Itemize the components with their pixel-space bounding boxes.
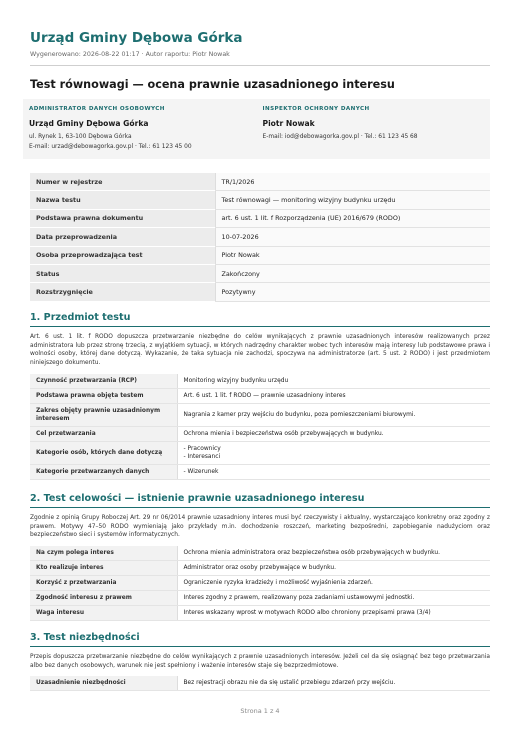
row-key: Uzasadnienie niezbędności xyxy=(30,676,177,691)
page-header xyxy=(30,30,490,58)
administrator-block xyxy=(23,99,257,159)
administrator-address: ul. Rynek 1, 63-100 Dębowa Górka xyxy=(29,134,132,140)
meta-key: Osoba przeprowadzająca test xyxy=(30,246,215,264)
meta-value: art. 6 ust. 1 lit. f Rozporządzenia (UE) 2016/679 (RODO) xyxy=(215,209,490,227)
table-row xyxy=(30,426,490,441)
row-value: Administrator oraz osoby przebywające w budynku. xyxy=(177,561,490,576)
section-subject xyxy=(30,312,490,480)
meta-key: Status xyxy=(30,264,215,282)
table-row xyxy=(30,374,490,389)
row-key: Na czym polega interes xyxy=(30,546,177,561)
subject-table xyxy=(30,374,490,480)
row-key: Cel przetwarzania xyxy=(30,426,177,441)
generated-info: Wygenerowano: 2026-08-22 01:17 · Autor raportu: Piotr Nowak xyxy=(30,51,230,58)
list-item: - Pracownicy xyxy=(183,445,221,452)
page-number: Strona 1 z 4 xyxy=(240,707,280,715)
row-key: Zakres objęty prawnie uzasadnionym interesem xyxy=(30,403,177,426)
necessity-table xyxy=(30,676,490,691)
table-row xyxy=(30,464,490,479)
table-row xyxy=(30,191,490,209)
meta-value: TR/1/2026 xyxy=(215,173,490,191)
table-row xyxy=(30,388,490,403)
metadata-table xyxy=(30,172,490,302)
row-key: Podstawa prawna objęta testem xyxy=(30,388,177,403)
table-row xyxy=(30,576,490,591)
row-value: Nagrania z kamer przy wejściu do budynku, poza pomieszczeniami biurowymi. xyxy=(177,403,490,426)
section-purpose-test xyxy=(30,493,490,621)
row-value: Ochrona mienia administratora oraz bezpieczeństwa osób przebywających w budynku. xyxy=(177,546,490,561)
section-title: 1. Przedmiot testu xyxy=(30,312,490,327)
meta-value: Test równowagi — monitoring wizyjny budynku urzędu xyxy=(215,191,490,209)
row-key: Kto realizuje interes xyxy=(30,561,177,576)
row-key: Kategorie osób, których dane dotyczą xyxy=(30,441,177,464)
meta-key: Nazwa testu xyxy=(30,191,215,209)
row-value: Ochrona mienia i bezpieczeństwa osób przebywających w budynku. xyxy=(177,426,490,441)
row-value: Bez rejestracji obrazu nie da się ustalić przebiegu zdarzeń przy wejściu. xyxy=(177,676,490,691)
row-key: Korzyść z przetwarzania xyxy=(30,576,177,591)
section-paragraph: Art. 6 ust. 1 lit. f RODO dopuszcza przetwarzanie niezbędne do celów wynikających z prawnie uzasadnionych interesów realizowanych przez administratora lub przez stronę trzecią, z wyjątkiem sytuacji, w których nadrzędny charakter wobec tych interesów mają interesy lub podstawowe prawa i wolności osoby, której dane dotyczą. Wykazanie, że taka sytuacja nie zachodzi, spoczywa na administratorze (art. 5 ust. 2 RODO) i jest przedmiotem niniejszego dokumentu. xyxy=(30,334,490,367)
row-key: Zgodność interesu z prawem xyxy=(30,591,177,606)
inspector-name: Piotr Nowak xyxy=(262,119,315,128)
meta-value: Pozytywny xyxy=(215,283,490,301)
meta-key: Numer w rejestrze xyxy=(30,173,215,191)
section-paragraph: Zgodnie z opinią Grupy Roboczej Art. 29 nr 06/2014 prawnie uzasadniony interes musi być rzeczywisty i aktualny, wystarczająco konkretny oraz zgodny z prawem. Motywy 47–50 RODO wymieniają jako przykłady m.in. dochodzenie roszczeń, marketing bezpośredni, zapobieganie nadużyciom oraz bezpieczeństwo sieci i systemów informatycznych. xyxy=(30,515,490,539)
table-row xyxy=(30,209,490,227)
administrator-contact: E-mail: urzad@debowagorka.gov.pl · Tel.: 61 123 45 00 xyxy=(29,144,192,150)
table-row xyxy=(30,561,490,576)
parties-box xyxy=(23,99,490,159)
table-row xyxy=(30,591,490,606)
row-value xyxy=(177,441,490,464)
row-value: Art. 6 ust. 1 lit. f RODO — prawnie uzasadniony interes xyxy=(177,388,490,403)
meta-key: Data przeprowadzenia xyxy=(30,228,215,246)
table-row xyxy=(30,546,490,561)
row-value: Interes wskazany wprost w motywach RODO albo chroniony przepisami prawa (3/4) xyxy=(177,606,490,621)
meta-value: 10-07-2026 xyxy=(215,228,490,246)
list-item: - Interesanci xyxy=(183,453,221,460)
inspector-contact: E-mail: iod@debowagorka.gov.pl · Tel.: 61 123 45 68 xyxy=(262,134,418,140)
section-title: 3. Test niezbędności xyxy=(30,632,490,647)
inspector-label: INSPEKTOR OCHRONY DANYCH xyxy=(262,106,370,112)
section-necessity-test xyxy=(30,632,490,691)
administrator-name: Urząd Gminy Dębowa Górka xyxy=(29,119,149,128)
meta-key: Podstawa prawna dokumentu xyxy=(30,209,215,227)
section-paragraph: Przepis dopuszcza przetwarzanie niezbędne do celów wynikających z prawnie uzasadnionych interesów. Jeżeli cel da się osiągnąć bez tego przetwarzania albo bez danych osobowych, warunek nie jest spełniony i ważenie interesów staje się bezprzedmiotowe. xyxy=(30,654,490,669)
row-key: Czynność przetwarzania (RCP) xyxy=(30,374,177,389)
row-value: - Wizerunek xyxy=(177,464,490,479)
inspector-block xyxy=(257,99,491,159)
table-row xyxy=(30,676,490,691)
meta-value: Piotr Nowak xyxy=(215,246,490,264)
row-value: Ograniczenie ryzyka kradzieży i możliwość wyjaśnienia zdarzeń. xyxy=(177,576,490,591)
row-value: Interes zgodny z prawem, realizowany poza zadaniami ustawowymi jednostki. xyxy=(177,591,490,606)
row-key: Kategorie przetwarzanych danych xyxy=(30,464,177,479)
row-value: Monitoring wizyjny budynku urzędu xyxy=(177,374,490,389)
document-title: Test równowagi — ocena prawnie uzasadnionego interesu xyxy=(30,78,395,91)
table-row xyxy=(30,606,490,621)
section-title: 2. Test celowości — istnienie prawnie uzasadnionego interesu xyxy=(30,493,490,508)
administrator-label: ADMINISTRATOR DANYCH OSOBOWYCH xyxy=(29,106,165,112)
table-row xyxy=(30,228,490,246)
table-row xyxy=(30,441,490,464)
table-row xyxy=(30,264,490,282)
table-row xyxy=(30,403,490,426)
meta-value: Zakończony xyxy=(215,264,490,282)
purpose-table xyxy=(30,546,490,621)
header-divider xyxy=(30,65,490,66)
table-row xyxy=(30,173,490,191)
organization-title: Urząd Gminy Dębowa Górka xyxy=(30,30,243,46)
table-row xyxy=(30,283,490,301)
meta-key: Rozstrzygnięcie xyxy=(30,283,215,301)
table-row xyxy=(30,246,490,264)
row-key: Waga interesu xyxy=(30,606,177,621)
